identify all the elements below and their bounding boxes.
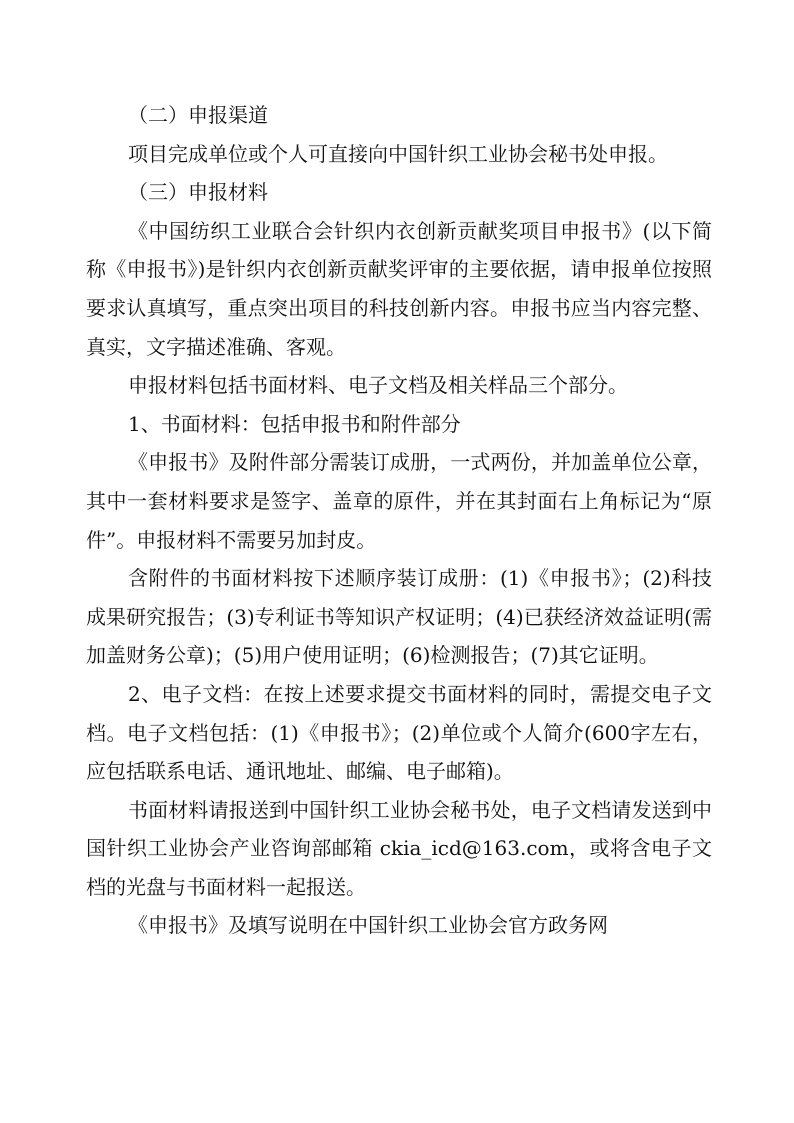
- paragraph-channel: 项目完成单位或个人可直接向中国针织工业协会秘书处申报。: [128, 141, 668, 166]
- paragraph-website: 《申报书》及填写说明在中国针织工业协会官方政务网: [128, 913, 608, 938]
- section-heading-materials: （三）申报材料: [128, 180, 268, 205]
- list-item-electronic-documents: 2、电子文档：在按上述要求提交书面材料的同时，需提交电子文档。电子文档包括：(1)《申报书》；(2)单位或个人简介(600字左右，应包括联系电话、通讯地址、邮编、电子邮箱)。: [86, 681, 712, 784]
- list-item-written-materials: 1、书面材料：包括申报书和附件部分: [128, 411, 461, 436]
- paragraph-order: 含附件的书面材料按下述顺序装订成册：(1)《申报书》；(2)科技成果研究报告；(3)专利证书等知识产权证明；(4)已获经济效益证明(需加盖财务公章)；(5)用户使用证明；(6)检测报告；(7)其它证明。: [86, 566, 712, 668]
- section-heading-channel: （二）申报渠道: [128, 103, 268, 127]
- paragraph-submission: 书面材料请报送到中国针织工业协会秘书处，电子文档请发送到中国针织工业协会产业咨询部邮箱 ckia_icd@163.com，或将含电子文档的光盘与书面材料一起报送。: [86, 797, 712, 899]
- paragraph-parts: 申报材料包括书面材料、电子文档及相关样品三个部分。: [128, 373, 628, 398]
- paragraph-intro: 《中国纺织工业联合会针织内衣创新贡献奖项目申报书》(以下简称《申报书》)是针织内衣创新贡献奖评审的主要依据，请申报单位按照要求认真填写，重点突出项目的科技创新内容。申报书应当内容完整、真实，文字描述准确、客观。: [86, 218, 712, 359]
- paragraph-binding: 《申报书》及附件部分需装订成册，一式两份，并加盖单位公章，其中一套材料要求是签字、盖章的原件，并在其封面右上角标记为“原件”。申报材料不需要另加封皮。: [86, 450, 712, 552]
- document-body: [86, 96, 712, 945]
